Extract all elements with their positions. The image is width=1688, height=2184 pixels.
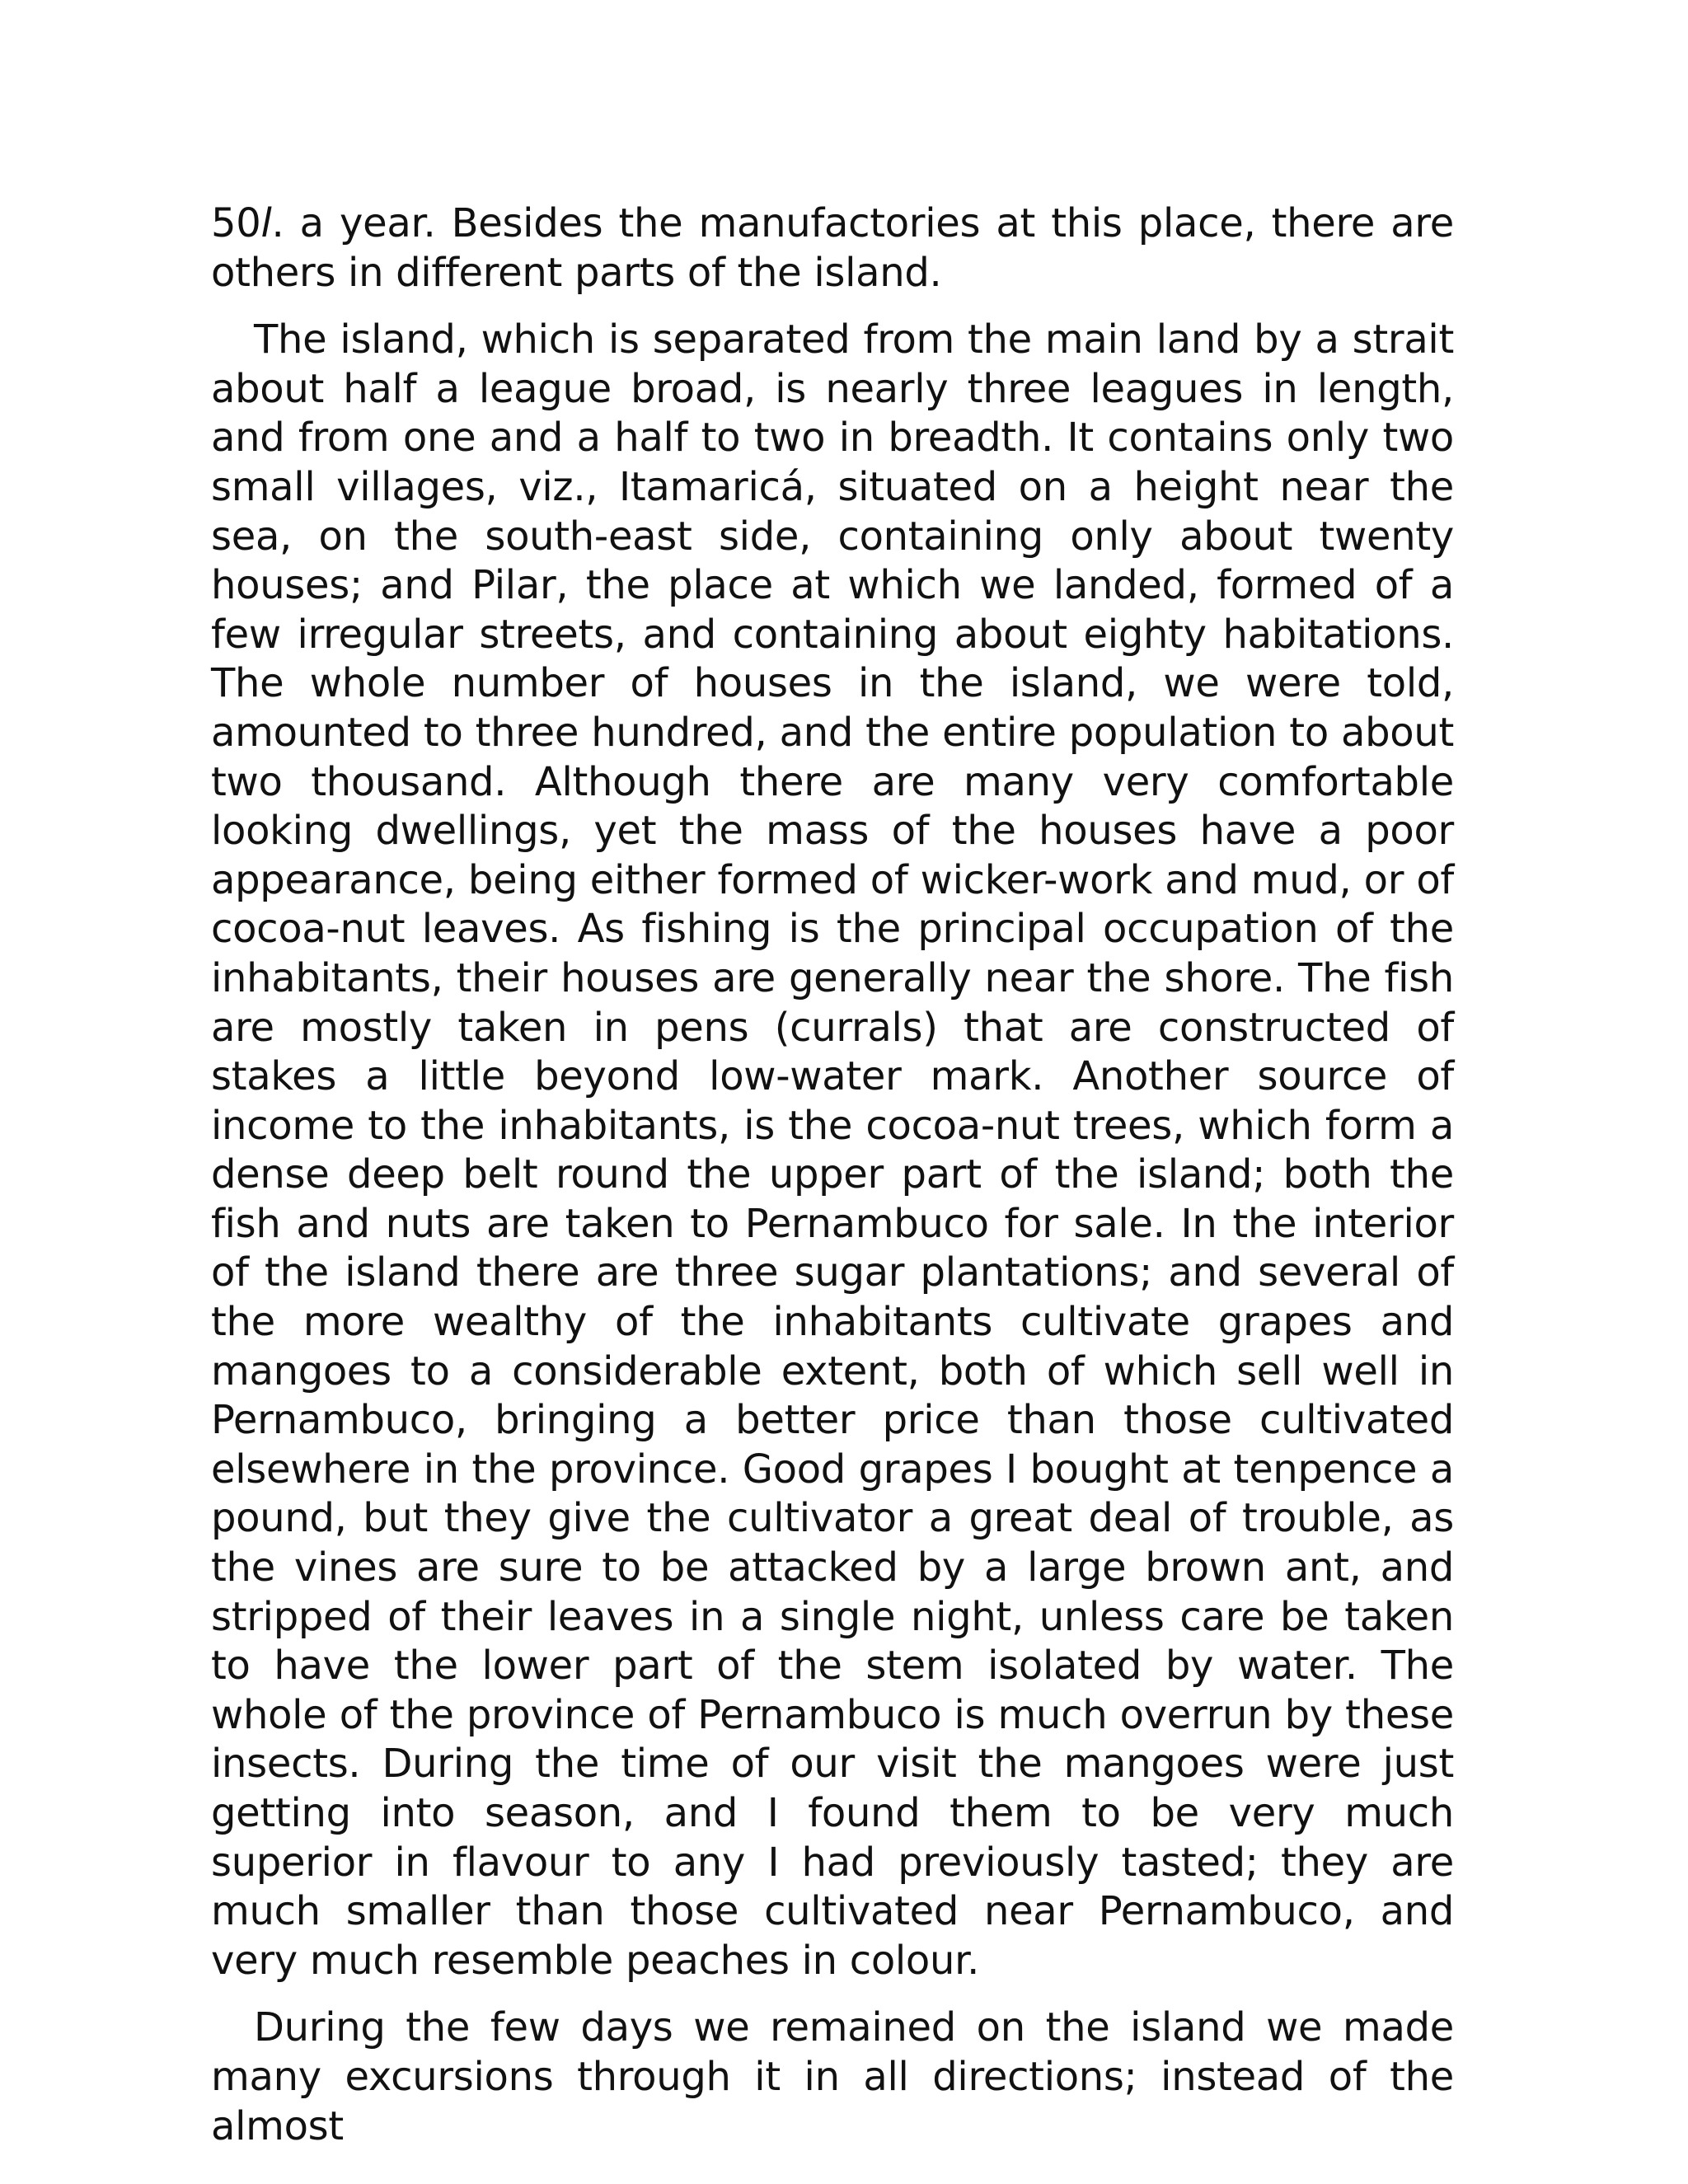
paragraph-3: During the few days we remained on the island we made many excursions through it in all directions; instead of the almost (211, 2004, 1454, 2149)
paragraph-1 (211, 199, 1454, 298)
paragraph-1-text: . a year. Besides the manufactories at this place, there are others in different parts of the island. (211, 200, 1454, 296)
currency-unit: l (260, 200, 272, 246)
currency-amount: 50 (211, 200, 261, 246)
paragraph-2: The island, which is separated from the main land by a strait about half a league broad, is nearly three leagues in length, and from one and a half to two in breadth. It contains only two small villages, viz., Itamaricá, situated on a height near the sea, on the south-east side, containing only about twenty houses; and Pilar, the place at which we landed, formed of a few irregular streets, and containing about eighty habitations. The whole number of houses in the island, we were told, amounted to three hundred, and the entire population to about two thousand. Although there are many very comfortable looking dwellings, yet the mass of the houses have a poor appearance, being either formed of wicker-work and mud, or of cocoa-nut leaves. As fishing is the principal occupation of the inhabitants, their houses are generally near the shore. The fish are mostly taken in pens (currals) that are constructed of stakes a little beyond low-water mark. Another source of income to the inhabitants, is the cocoa-nut trees, which form a dense deep belt round the upper part of the island; both the fish and nuts are taken to Pernambuco for sale. In the interior of the island there are three sugar plantations; and several of the more wealthy of the inhabitants cultivate grapes and mangoes to a considerable extent, both of which sell well in Pernambuco, bringing a better price than those cultivated elsewhere in the province. Good grapes I bought at tenpence a pound, but they give the cultivator a great deal of trouble, as the vines are sure to be attacked by a large brown ant, and stripped of their leaves in a single night, unless care be taken to have the lower part of the stem isolated by water. The whole of the province of Pernambuco is much overrun by these insects. During the time of our visit the mangoes were just getting into season, and I found them to be very much superior in flavour to any I had previously tasted; they are much smaller than those cultivated near Pernambuco, and very much resemble peaches in colour. (211, 316, 1454, 1984)
document-page (211, 199, 1454, 2151)
